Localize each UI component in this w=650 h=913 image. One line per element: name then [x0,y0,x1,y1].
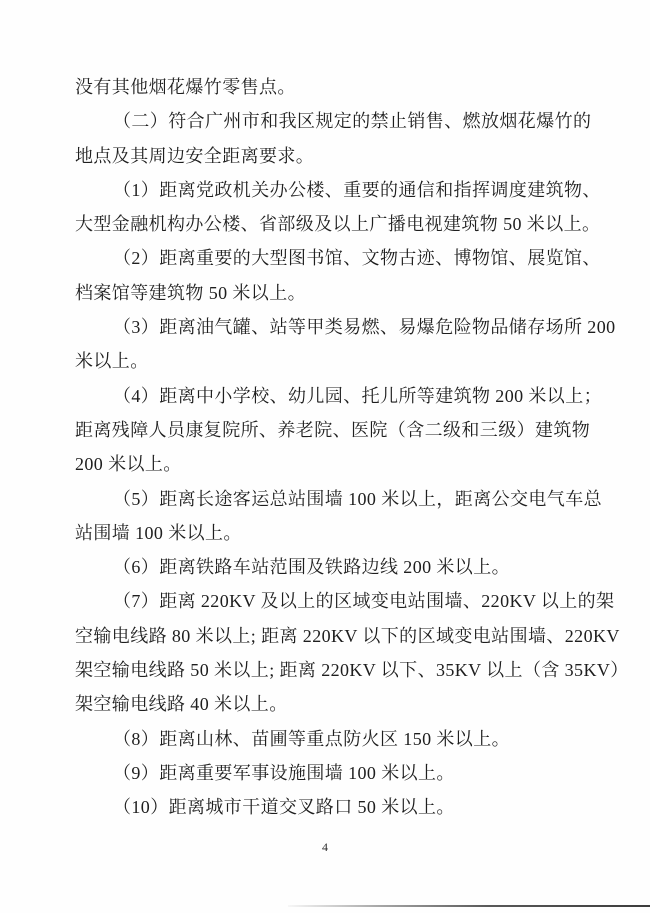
page-number: 4 [322,840,328,854]
text-line: （9）距离重要军事设施围墙 100 米以上。 [113,762,455,783]
text-line: （二）符合广州市和我区规定的禁止销售、燃放烟花爆竹的 [113,111,592,132]
text-line: 地点及其周边安全距离要求。 [75,145,315,166]
text-line: 没有其他烟花爆竹零售点。 [75,77,296,97]
text-line: 架空输电线路 40 米以上。 [75,694,288,715]
text-line: （1）距离党政机关办公楼、重要的通信和指挥调度建筑物、 [113,179,601,200]
text-line: （2）距离重要的大型图书馆、文物古迹、博物馆、展览馆、 [113,248,601,269]
text-line: 大型金融机构办公楼、省部级及以上广播电视建筑物 50 米以上。 [75,214,601,235]
text-line: （7）距离 220KV 及以上的区域变电站围墙、220KV 以上的架 [113,591,615,612]
text-line: 架空输电线路 50 米以上; 距离 220KV 以下、35KV 以上（含 35KV） [75,660,629,681]
text-line: 站围墙 100 米以上。 [75,522,242,543]
text-line: （6）距离铁路车站范围及铁路边线 200 米以上。 [113,557,510,578]
document-text-block [75,70,629,825]
text-line: （3）距离油气罐、站等甲类易燃、易爆危险物品储存场所 200 [113,317,616,338]
scan-artifact-line [288,905,650,907]
text-line: （8）距离山林、苗圃等重点防火区 150 米以上。 [113,728,510,749]
text-line: 距离残障人员康复院所、养老院、医院（含二级和三级）建筑物 [75,419,591,440]
text-line: 200 米以上。 [75,454,182,475]
text-line: （5）距离长途客运总站围墙 100 米以上，距离公交电气车总 [113,488,602,509]
text-line: 空输电线路 80 米以上; 距离 220KV 以下的区域变电站围墙、220KV [75,625,620,646]
text-line: 档案馆等建筑物 50 米以上。 [75,282,306,303]
text-line: 米以上。 [75,351,149,372]
text-line: （4）距离中小学校、幼儿园、托儿所等建筑物 200 米以上； [113,385,602,406]
text-line: （10）距离城市干道交叉路口 50 米以上。 [113,797,455,818]
